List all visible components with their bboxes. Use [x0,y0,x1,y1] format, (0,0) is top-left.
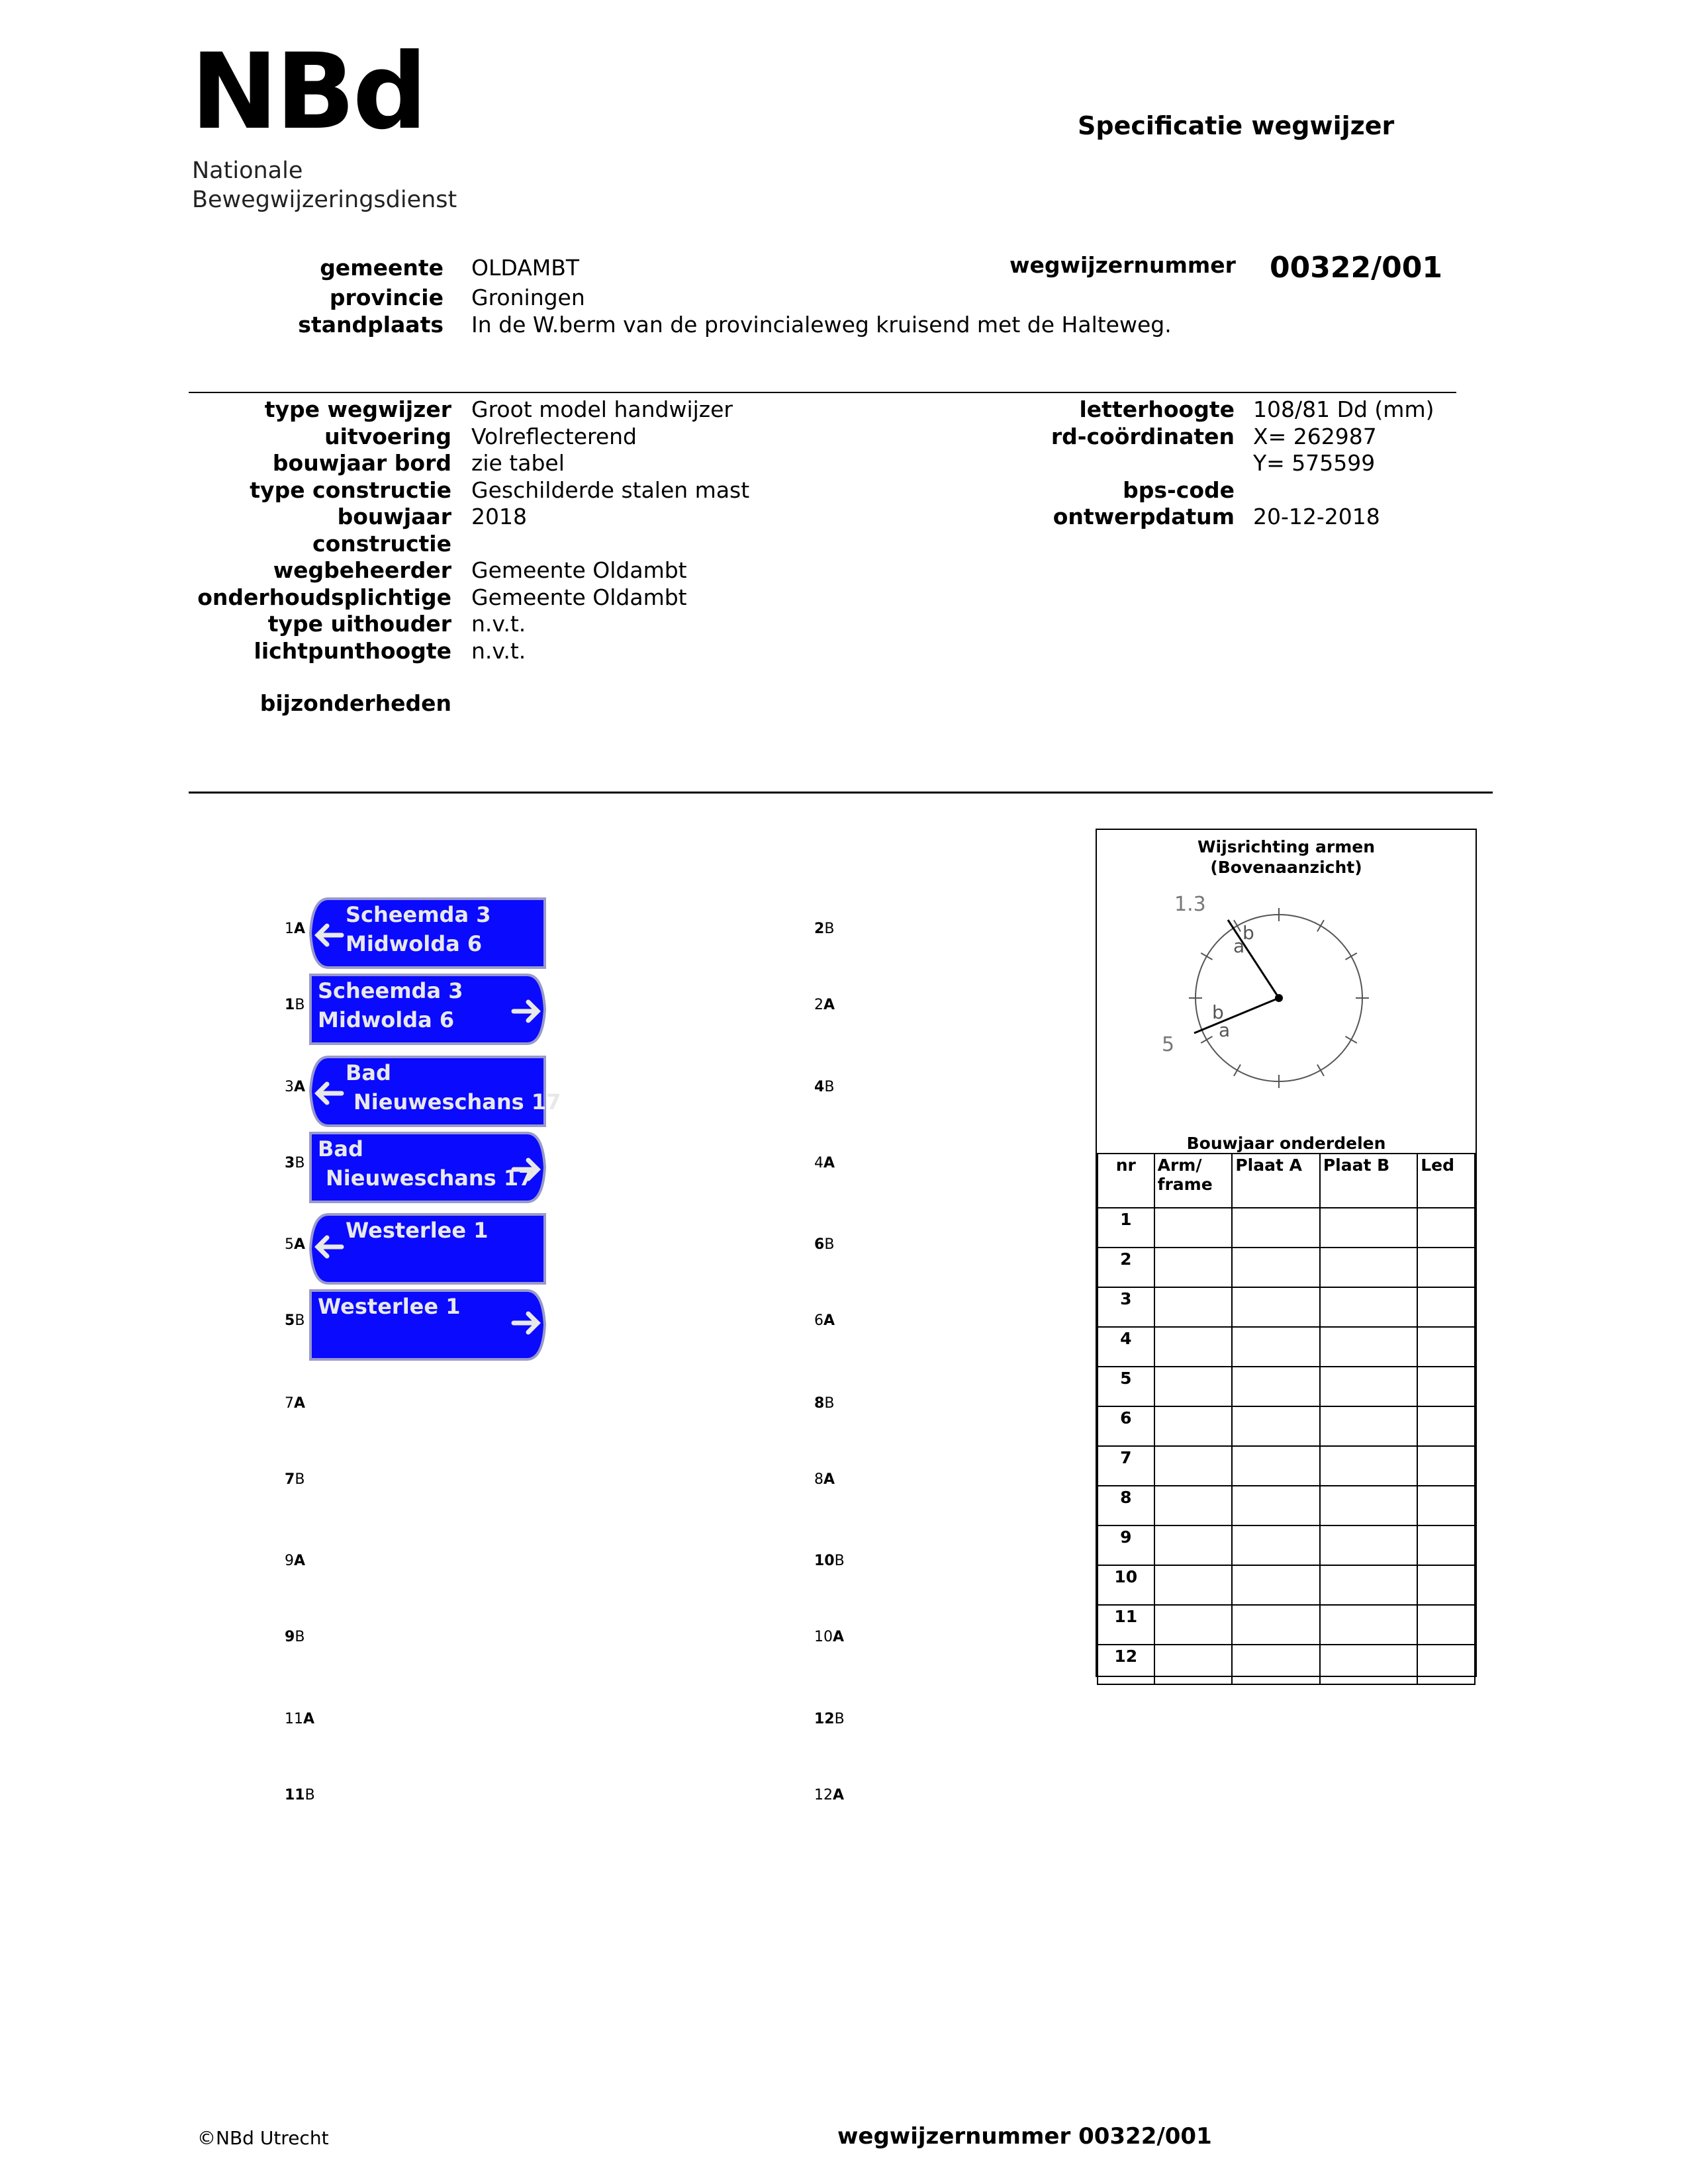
sign-position-label [285,997,305,1013]
sign-plate [308,1289,547,1361]
sign-position-number: 5 [285,1236,294,1253]
sign-position-number: 5 [285,1312,295,1329]
sign-position-label [814,1629,844,1645]
row-number: 11 [1098,1605,1154,1645]
table-cell [1232,1645,1320,1684]
sign-position-suffix: A [823,1471,835,1488]
sign-position-suffix: A [294,1395,306,1412]
sign-position-suffix: A [294,921,306,937]
sign-position-label [814,1312,835,1329]
detail-label: bouwjaar bord [272,450,451,476]
sign-position-number: 1 [285,997,295,1013]
direction-panel [1096,829,1477,1677]
sign-position-number: 10 [814,1553,835,1569]
sign-position-number: 11 [285,1787,305,1803]
detail-label: onderhoudsplichtige [197,584,451,610]
sign-position-label [814,1553,845,1569]
detail-label: bouwjaar [337,504,451,529]
bouwjaar-table [1097,1153,1476,1685]
row-number: 6 [1098,1406,1154,1446]
table-header-cell: Plaat A [1232,1154,1320,1208]
sign-line1: Westerlee 1 [318,1294,461,1319]
sign-position-label [285,1629,305,1645]
table-cell [1320,1645,1417,1684]
table-cell [1417,1565,1475,1605]
table-cell [1417,1287,1475,1327]
detail-value: Volreflecterend [471,424,637,449]
sign-position-number: 10 [814,1629,833,1645]
sign-position-label [285,1471,305,1488]
sign-position-suffix: B [824,1079,835,1095]
wegwijzernummer-label: wegwijzernummer [1009,252,1236,278]
detail-label: type uithouder [267,611,451,637]
sign-position-suffix: B [824,921,835,937]
sign-position-number: 2 [814,921,825,937]
sign-position-label [814,1079,834,1095]
table-row [1098,1605,1475,1645]
sign-position-suffix: A [294,1236,306,1253]
sign-line2: Midwolda 6 [346,931,483,956]
footer-copyright: ©NBd Utrecht [197,2127,329,2149]
sign-position-suffix: A [303,1711,315,1727]
row-number: 5 [1098,1367,1154,1406]
divider-top [189,392,1456,393]
table-cell [1154,1406,1233,1446]
sign-line1: Scheemda 3 [318,978,463,1003]
sign-line2: Nieuweschans 17 [353,1089,561,1115]
sign-position-label [814,1471,835,1488]
sign-plate [308,973,547,1046]
table-row [1098,1248,1475,1287]
sign-position-suffix: B [295,1471,305,1488]
sign-position-number: 7 [285,1471,295,1488]
table-row [1098,1525,1475,1565]
detail-label: type constructie [250,477,451,503]
table-cell [1320,1327,1417,1367]
table-cell [1154,1565,1233,1605]
sign-position-suffix: B [295,1629,305,1645]
detail-value: Groot model handwijzer [471,396,733,422]
bijzonderheden-label: bijzonderheden [259,690,451,716]
wegwijzernummer-value: 00322/001 [1270,251,1442,285]
sign-position-suffix: B [295,997,305,1013]
sign-position-label [814,1711,845,1727]
sign-position-number: 7 [285,1395,294,1412]
sign-position-label [814,1395,834,1412]
panel-title: Wijsrichting armen [1197,837,1376,856]
table-cell [1320,1208,1417,1248]
detail-right-value: X= 262987 [1253,424,1377,449]
sign-position-suffix: A [823,997,835,1013]
gemeente-value: OLDAMBT [471,255,580,281]
logo-mark: NBd [191,31,425,153]
sign-position-suffix: B [305,1787,315,1803]
detail-value: Geschilderde stalen mast [471,477,750,503]
sign-position-suffix: A [833,1629,845,1645]
table-cell [1320,1446,1417,1486]
table-cell [1154,1525,1233,1565]
arm-bottom-b: b [1212,1001,1224,1023]
table-cell [1154,1248,1233,1287]
dial-label-bottom: 5 [1162,1033,1175,1056]
arm-top-b: b [1243,922,1254,944]
gemeente-label: gemeente [320,255,444,281]
sign-plate [308,1131,547,1204]
sign-position-number: 3 [285,1155,295,1171]
sign-position-suffix: A [294,1553,306,1569]
sign-position-number: 9 [285,1629,295,1645]
table-cell [1154,1605,1233,1645]
arm-top-a: a [1233,935,1245,957]
table-row [1098,1367,1475,1406]
sign-position-label [285,1236,305,1253]
sign-position-number: 6 [814,1312,823,1329]
table-row [1098,1287,1475,1327]
sign-position-label [285,921,305,937]
sign-position-suffix: A [833,1787,845,1803]
row-number: 9 [1098,1525,1154,1565]
sign-position-suffix: B [295,1312,305,1329]
sign-position-number: 12 [814,1711,835,1727]
dial-label-top: 1.3 [1174,893,1206,916]
sign-position-number: 4 [814,1155,823,1171]
table-cell [1232,1327,1320,1367]
table-cell [1154,1287,1233,1327]
detail-right-label: rd-coördinaten [1051,424,1235,449]
sign-position-suffix: B [824,1395,835,1412]
detail-right-label: letterhoogte [1079,396,1235,422]
provincie-label: provincie [329,285,444,310]
sign-position-label [285,1079,305,1095]
detail-value: Gemeente Oldambt [471,557,687,583]
table-cell [1232,1406,1320,1446]
table-cell [1417,1367,1475,1406]
table-row [1098,1446,1475,1486]
table-cell [1320,1367,1417,1406]
table-row [1098,1327,1475,1367]
sign-position-number: 8 [814,1471,823,1488]
sign-position-label [814,1787,844,1803]
sign-position-label [285,1553,305,1569]
table-cell [1232,1525,1320,1565]
detail-value: Gemeente Oldambt [471,584,687,610]
sign-position-number: 3 [285,1079,294,1095]
table-cell [1320,1486,1417,1525]
footer-wegwijzernummer: wegwijzernummer 00322/001 [837,2123,1212,2150]
document-title: Specificatie wegwijzer [1078,111,1395,140]
detail-label: uitvoering [324,424,451,449]
table-cell [1417,1605,1475,1645]
table-row [1098,1406,1475,1446]
table-cell [1232,1248,1320,1287]
provincie-value: Groningen [471,285,585,310]
row-number: 8 [1098,1486,1154,1525]
table-cell [1232,1367,1320,1406]
table-cell [1232,1605,1320,1645]
arm-bottom-line [1194,998,1279,1033]
sign-line1: Scheemda 3 [346,902,491,927]
sign-position-label [814,997,835,1013]
detail-label: constructie [312,531,451,557]
sign-position-label [285,1312,305,1329]
table-cell [1417,1208,1475,1248]
table-cell [1232,1287,1320,1327]
table-cell [1417,1486,1475,1525]
arm-bottom-a: a [1219,1019,1231,1041]
detail-right-value: 20-12-2018 [1253,504,1380,529]
sign-line1: Bad [346,1060,391,1085]
sign-position-label [814,1155,835,1171]
logo-subtitle-line1: Nationale [192,158,303,184]
table-cell [1154,1327,1233,1367]
detail-value: n.v.t. [471,638,526,664]
table-row [1098,1486,1475,1525]
table-row [1098,1565,1475,1605]
table-header-cell: nr [1098,1154,1154,1208]
sign-position-label [285,1711,314,1727]
sign-position-label [814,1236,834,1253]
table-header-cell: Arm/ frame [1154,1154,1233,1208]
row-number: 10 [1098,1565,1154,1605]
table-cell [1417,1248,1475,1287]
detail-label: wegbeheerder [273,557,451,583]
sign-position-label [285,1787,315,1803]
table-cell [1417,1406,1475,1446]
table-cell [1232,1446,1320,1486]
table-row [1098,1645,1475,1684]
table-header-cell: Plaat B [1320,1154,1417,1208]
sign-position-suffix: B [834,1711,845,1727]
table-cell [1320,1287,1417,1327]
detail-value: n.v.t. [471,611,526,637]
table-cell [1232,1565,1320,1605]
sign-position-label [285,1395,305,1412]
detail-right-value: Y= 575599 [1253,450,1376,476]
sign-plate [308,1055,561,1128]
panel-subtitle: (Bovenaanzicht) [1210,858,1362,877]
detail-label: lichtpunthoogte [254,638,451,664]
table-cell [1320,1248,1417,1287]
sign-position-suffix: B [834,1553,845,1569]
row-number: 4 [1098,1327,1154,1367]
sign-position-number: 8 [814,1395,825,1412]
row-number: 2 [1098,1248,1154,1287]
direction-dial [1162,893,1387,1096]
table-row [1098,1208,1475,1248]
table-cell [1320,1565,1417,1605]
detail-label: type wegwijzer [264,396,451,422]
sign-position-number: 9 [285,1553,294,1569]
table-cell [1232,1486,1320,1525]
sign-position-number: 6 [814,1236,825,1253]
table-cell [1154,1645,1233,1684]
table-cell [1417,1645,1475,1684]
sign-position-suffix: B [295,1155,305,1171]
sign-position-suffix: A [823,1155,835,1171]
sign-line1: Westerlee 1 [346,1218,489,1243]
table-cell [1154,1486,1233,1525]
dial-center [1275,994,1283,1002]
sign-position-suffix: B [824,1236,835,1253]
sign-position-number: 11 [285,1711,303,1727]
detail-right-label: ontwerpdatum [1053,504,1235,529]
standplaats-label: standplaats [298,312,444,338]
sign-position-suffix: A [823,1312,835,1329]
detail-right-value: 108/81 Dd (mm) [1253,396,1434,422]
table-cell [1154,1367,1233,1406]
sign-position-label [814,921,834,937]
row-number: 3 [1098,1287,1154,1327]
sign-position-number: 4 [814,1079,825,1095]
table-cell [1320,1525,1417,1565]
row-number: 7 [1098,1446,1154,1486]
table-header-cell: Led [1417,1154,1475,1208]
table-cell [1417,1525,1475,1565]
standplaats-value: In de W.berm van de provincialeweg kruisend met de Halteweg. [471,312,1172,338]
sign-plate [308,897,547,970]
detail-right-label: bps-code [1123,477,1235,503]
sign-position-number: 12 [814,1787,833,1803]
sign-position-number: 1 [285,921,294,937]
sign-line2: Midwolda 6 [318,1007,455,1032]
sign-position-suffix: A [294,1079,306,1095]
sign-position-label [285,1155,305,1171]
sign-position-number: 2 [814,997,823,1013]
logo-subtitle-line2: Bewegwijzeringsdienst [192,187,457,213]
table-cell [1232,1208,1320,1248]
table-cell [1320,1605,1417,1645]
table-title: Bouwjaar onderdelen [1186,1134,1386,1153]
table-cell [1417,1446,1475,1486]
table-cell [1154,1208,1233,1248]
row-number: 1 [1098,1208,1154,1248]
sign-line1: Bad [318,1136,363,1161]
row-number: 12 [1098,1645,1154,1684]
sign-plate [308,1212,547,1285]
divider-bottom [189,792,1493,794]
table-cell [1417,1327,1475,1367]
detail-value: zie tabel [471,450,565,476]
sign-line2: Nieuweschans 17 [326,1165,534,1191]
detail-value: 2018 [471,504,527,529]
table-cell [1320,1406,1417,1446]
table-cell [1154,1446,1233,1486]
